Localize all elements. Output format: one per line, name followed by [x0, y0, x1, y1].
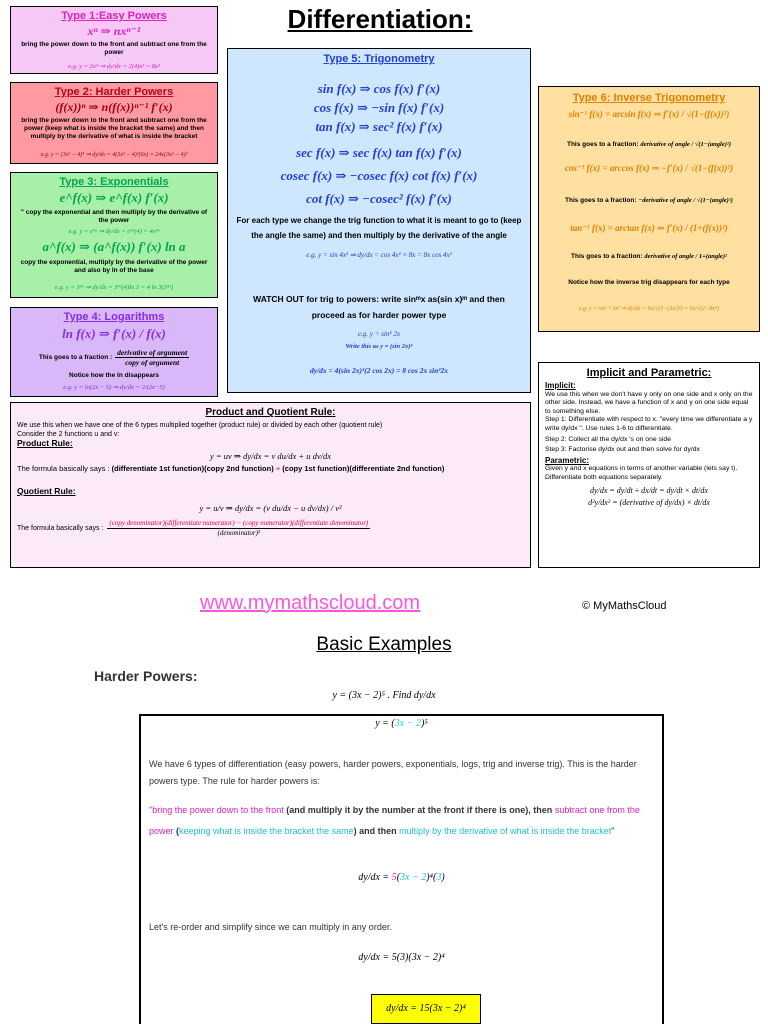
example-box — [139, 714, 664, 1024]
type6-frac3-label: This goes to a fraction: — [571, 253, 643, 260]
type5-result: dy/dx = 4(sin 2x)³(2 cos 2x) = 8 cos 2x sin³2x — [309, 366, 449, 375]
implicit-subheading: Implicit: — [545, 381, 576, 390]
example-question-repeat — [141, 718, 662, 729]
implicit-step3: Step 3: Factorise dy/dx out and then solve for dy/dx — [545, 446, 700, 454]
product-says — [17, 464, 524, 473]
implicit-content — [545, 382, 753, 508]
implicit-heading: Implicit and Parametric: — [586, 367, 712, 379]
type3-box — [10, 172, 218, 298]
type2-example: e.g. y = (3x² − 4)⁴ ⇒ dy/dx = 4(3x² − 4)³(6x) = 24x(3x² − 4)³ — [40, 152, 188, 158]
rule-part-d: ( — [173, 826, 180, 836]
type3-example2: e.g. y = 3⁴ˣ ⇒ dy/dx = 3⁴ˣ(4)ln 3 = 4 ln 3(3⁴ˣ) — [54, 284, 174, 291]
type6-frac1-label: This goes to a fraction: — [566, 141, 639, 148]
rule-part-e: keeping what is inside the bracket the same — [179, 826, 354, 836]
implicit-box — [538, 362, 760, 568]
type5-heading: Type 5: Trigonometry — [323, 53, 435, 65]
type2-formula: (f(x))ⁿ ⇒ n(f(x))ⁿ⁻¹ f′(x) — [55, 100, 173, 114]
parametric-p2: Given y and x equations in terms of another variable (lets say t). Differentiate both equations separately. — [545, 465, 738, 481]
q-repeat-c: )⁵ — [420, 718, 428, 729]
product-heading: Product and Quotient Rule: — [205, 407, 336, 418]
step1-c: ( — [396, 872, 401, 883]
type6-frac2-value: −derivative of angle / √(1−(angle)²) — [638, 197, 733, 204]
quotient-formula: y = u/v ⇒ dy/dx = (v du/dx − u dv/dx) / v² — [199, 503, 342, 513]
type4-fraction-den: copy of argument — [125, 358, 180, 367]
product-intro2: Consider the 2 functions u and v: — [17, 431, 120, 438]
product-says-a: (differentiate 1st function)(copy 2nd function) — [111, 464, 274, 473]
product-intro1: We use this when we have one of the 6 types multiplied together (product rule) or divided by each other (quotient rule) — [17, 422, 383, 429]
example-p1: We have 6 types of differentiation (easy powers, harder powers, exponentials, logs, trig and inverse trig). This is the harder powers type. The rule for harder powers is: — [149, 759, 637, 786]
example-question: y = (3x − 2)⁵ . Find dy/dx — [332, 690, 436, 701]
type6-frac3-value: derivative of angle / 1+(angle)² — [644, 253, 727, 260]
type5-rule-3: tan f(x) ⇒ sec² f(x) f′(x) — [315, 119, 443, 134]
type4-box — [10, 307, 218, 397]
product-rule-heading: Product Rule: — [17, 438, 73, 448]
example-rule — [149, 800, 654, 842]
type5-watch: WATCH OUT for trig to powers: write sinᵐx as(sin x)ᵐ and then proceed as for harder power type — [253, 294, 505, 320]
type3-desc1: " copy the exponential and then multiply by the derivative of the power — [20, 209, 208, 224]
type6-frac3 — [539, 253, 759, 261]
step1-e: )⁴( — [426, 872, 437, 883]
rule-part-c: subtract one from the power — [149, 805, 640, 836]
type1-desc: bring the power down to the front and subtract one from the power — [21, 41, 207, 56]
type6-rule-3: tan⁻¹ f(x) = arctan f(x) ⇒ f′(x) / (1+(f(x))²) — [570, 223, 728, 233]
type3-desc2: copy the exponential, multiply by the derivative of the power and also by ln of the base — [20, 259, 208, 274]
type3-example1: e.g. y = e⁴ˣ ⇒ dy/dx = e⁴ˣ(4) = 4e⁴ˣ — [68, 228, 160, 235]
step1-a: dy/dx = — [358, 872, 392, 883]
rule-quote-close: " — [611, 826, 615, 836]
quotient-says-label: The formula basically says : — [17, 525, 104, 532]
type6-frac1 — [539, 141, 759, 149]
product-says-plus: + — [275, 464, 281, 473]
implicit-step1: Step 1: Differentiate with respect to x. "every time we differentiate a y write dy/dx ". Use rules 1-6 to differentiate. — [545, 416, 753, 432]
type6-note: Notice how the inverse trig disappears for each type — [568, 279, 730, 286]
type4-example: e.g. y = ln(2x − 5) ⇒ dy/dx = 2/(2x−5) — [63, 384, 165, 391]
type1-heading: Type 1:Easy Powers — [61, 10, 167, 22]
product-says-label: The formula basically says : — [17, 464, 110, 473]
q-repeat-b: 3x − 2 — [394, 718, 421, 729]
examples-heading: Basic Examples — [316, 634, 452, 655]
type1-formula: xⁿ ⇒ nxⁿ⁻¹ — [87, 24, 141, 38]
type1-example: e.g. y = 2x⁴ ⇒ dy/dx = 2(4)x³ = 8x³ — [68, 63, 160, 70]
rule-quote-open: " — [149, 805, 153, 815]
type4-formula: ln f(x) ⇒ f′(x) / f(x) — [62, 326, 166, 341]
type3-formula2: a^f(x) ⇒ (a^f(x)) f′(x) ln a — [42, 239, 186, 254]
example-step2: dy/dx = 5(3)(3x − 2)⁴ — [358, 952, 445, 963]
type3-heading: Type 3: Exponentials — [59, 176, 169, 188]
type5-watch-example: e.g. y = sin⁴ 2x — [357, 330, 401, 338]
rule-part-b: (and multiply it by the number at the front if there is one), then — [283, 805, 555, 815]
product-content — [17, 421, 524, 538]
implicit-step2: Step 2: Collect all the dy/dx 's on one side — [545, 435, 671, 443]
quotient-says — [17, 519, 524, 538]
step1-d: 3x − 2 — [400, 872, 427, 883]
type6-example: e.g. y = sin⁻¹ 3x² ⇒ dy/dx = 6x/√(1−(3x²)²) = 6x/√(1−9x⁴) — [578, 306, 720, 312]
type5-rule-1: sin f(x) ⇒ cos f(x) f′(x) — [317, 81, 441, 96]
rule-part-f: ) and then — [353, 826, 400, 836]
product-formula: y = uv ⇒ dy/dx = v du/dx + u dv/dx — [209, 451, 332, 461]
type6-rule-1: sin⁻¹ f(x) = arcsin f(x) ⇒ f′(x) / √(1−(f(x))²) — [568, 109, 730, 119]
parametric-subheading: Parametric: — [545, 455, 590, 465]
type6-rule-2: cos⁻¹ f(x) = arccos f(x) ⇒ −f′(x) / √(1−(f(x))²) — [564, 163, 734, 173]
quotient-rule-heading: Quotient Rule: — [17, 486, 76, 496]
type6-frac2-label: This goes to a fraction: — [565, 197, 637, 204]
step1-b: 5 — [391, 872, 397, 883]
step1-g: ) — [441, 872, 445, 883]
type6-heading: Type 6: Inverse Trigonometry — [572, 92, 726, 104]
parametric-eq1: dy/dx = dy/dt ÷ dx/dt = dy/dt × dt/dx — [590, 485, 708, 495]
q-repeat-a: y = ( — [375, 718, 395, 729]
type2-box — [10, 82, 218, 164]
type4-fraction-label: This goes to a fraction : — [38, 354, 113, 361]
type5-rule-2: cos f(x) ⇒ −sin f(x) f′(x) — [313, 100, 445, 115]
example-p2: Let's re-order and simplify since we can multiply in any order. — [149, 922, 392, 932]
type4-heading: Type 4: Logarithms — [63, 311, 165, 323]
type5-write-as: Write this as y = (sin 2x)⁴ — [345, 343, 413, 350]
implicit-p1: We use this when we don't have y only on one side and x only on the other side. Instead, we have a function of x and y on one side equal to something else. — [545, 390, 753, 415]
type3-formula1: e^f(x) ⇒ e^f(x) f′(x) — [59, 190, 169, 205]
quotient-says-denominator: (denominator)² — [217, 529, 261, 537]
type6-frac1-value: derivative of angle / √(1−(angle)²) — [640, 141, 731, 148]
type5-rule-4: sec f(x) ⇒ sec f(x) tan f(x) f′(x) — [296, 145, 462, 160]
type5-example: e.g. y = sin 4x² ⇒ dy/dx = cos 4x² × 8x = 8x cos 4x² — [306, 251, 452, 259]
type5-rule-6: cot f(x) ⇒ −cosec² f(x) f′(x) — [306, 191, 452, 206]
type4-fraction — [15, 348, 213, 367]
example-final-answer: dy/dx = 15(3x − 2)⁴ — [371, 994, 481, 1024]
type6-frac2 — [539, 197, 759, 205]
parametric-eq2: d²y/dx² = (derivative of dy/dx) × dt/dx — [588, 498, 710, 508]
type2-desc: bring the power down to the front and subtract one from the power (keep what is inside the bracket the same) and then multiply by the derivative of what is inside the bracket — [21, 117, 207, 140]
type5-box — [227, 48, 531, 393]
type2-heading: Type 2: Harder Powers — [54, 86, 174, 98]
type5-desc: For each type we change the trig function to what it is meant to go to (keep the angle the same) and then multiply by the derivative of the angle — [236, 216, 522, 240]
rule-part-g: multiply by the derivative of what is inside the bracket — [399, 826, 612, 836]
step1-f: 3 — [436, 872, 442, 883]
website-link[interactable]: www.mymathscloud.com — [200, 592, 421, 614]
harder-powers-heading: Harder Powers: — [94, 668, 198, 684]
page-title: Differentiation: — [287, 4, 473, 34]
product-says-b: (copy 1st function)(differentiate 2nd function) — [282, 464, 445, 473]
type4-note: Notice how the ln disappears — [69, 372, 159, 379]
example-step1 — [141, 872, 662, 883]
rule-part-a: bring the power down to the front — [152, 805, 284, 815]
product-quotient-box — [10, 402, 531, 568]
type6-box — [538, 86, 760, 332]
copyright: © MyMathsCloud — [582, 600, 667, 612]
type5-rule-5: cosec f(x) ⇒ −cosec f(x) cot f(x) f′(x) — [280, 168, 478, 183]
type4-fraction-num: derivative of argument — [117, 348, 188, 357]
quotient-says-numerator: (copy denominator)(differentiate numerator) − (copy numerator)(differentiate denominator) — [109, 519, 369, 527]
type1-box — [10, 6, 218, 74]
